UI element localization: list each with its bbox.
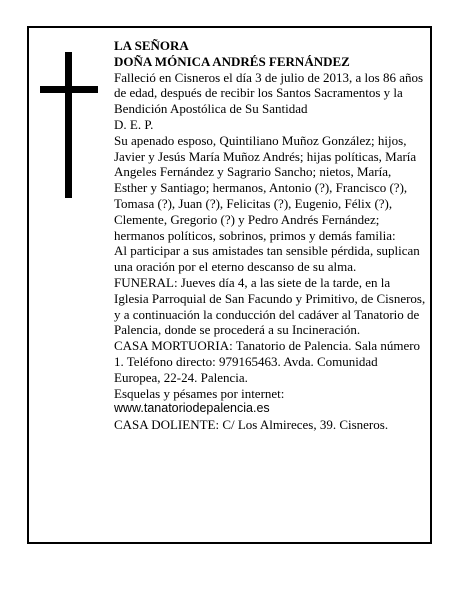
obituary-text [114, 38, 426, 433]
cross-icon [40, 52, 98, 198]
deceased-name: DOÑA MÓNICA ANDRÉS FERNÁNDEZ [114, 53, 350, 69]
cross-horizontal-bar [40, 86, 98, 93]
website-link[interactable]: www.tanatoriodepalencia.es [114, 401, 270, 416]
cross-vertical-bar [65, 52, 72, 198]
title: LA SEÑORA [114, 38, 189, 53]
mortuary-paragraph: CASA MORTUORIA: Tanatorio de Palencia. Sala número 1. Teléfono directo: 979165463. Avda. Comunidad Europea, 22-24. Palencia. [114, 338, 421, 385]
death-paragraph: Falleció en Cisneros el día 3 de julio de 2013, a los 86 años de edad, después de recibir los Santos Sacramentos y la Bendición Apostólica de Su Santidad [114, 69, 424, 117]
family-paragraph: Su apenado esposo, Quintiliano Muñoz González; hijos, Javier y Jesús María Muñoz Andrés; hijas políticas, María Angeles Fernández y Sagrario Sancho; nietos, María, Esther y Santiago; hermanos, Antonio (?), Francisco (?), Tomasa (?), Juan (?), Felicitas (?), Eugenio, Félix (?), Clemente, Gregorio (?) y Pedro Andrés Fernández; hermanos políticos, sobrinos, primos y demás familia: [114, 132, 417, 243]
request-paragraph: Al participar a sus amistades tan sensible pérdida, suplican una oración por el eterno descanso de su alma. [114, 243, 420, 275]
funeral-paragraph: FUNERAL: Jueves día 4, a las siete de la tarde, en la Iglesia Parroquial de San Facundo y Primitivo, de Cisneros, y a continuación la conducción del cadáver al Tanatorio de Palencia, donde se procederá a su Incineración. [114, 274, 426, 338]
home-address: CASA DOLIENTE: C/ Los Almireces, 39. Cisneros. [114, 417, 389, 433]
rip: D. E. P. [114, 116, 154, 132]
condolences-label: Esquelas y pésames por internet: [114, 385, 285, 401]
